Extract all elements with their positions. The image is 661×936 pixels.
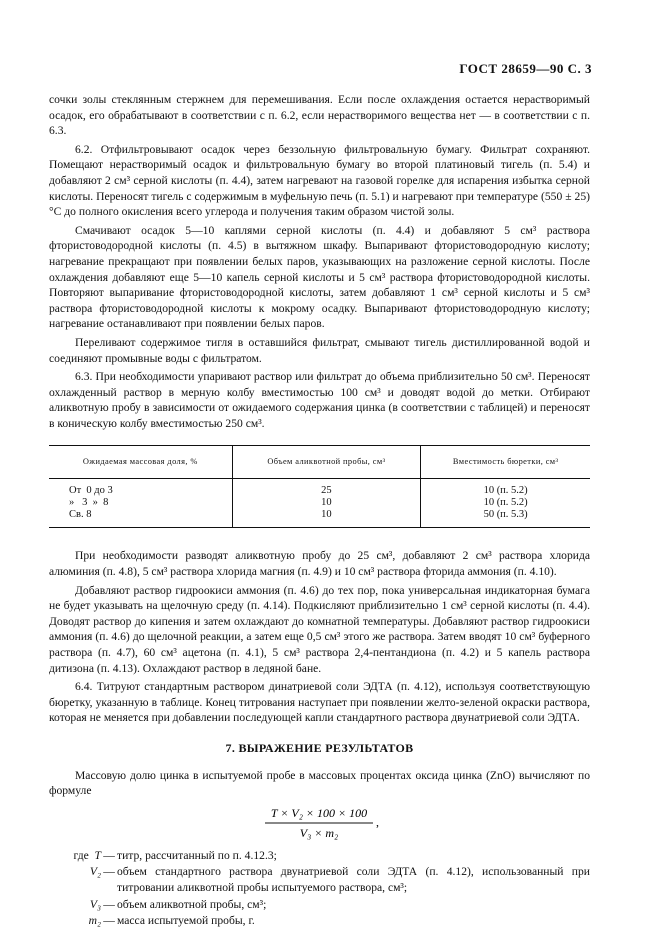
paragraph-6-3: 6.3. При необходимости упаривают раствор или фильтрат до объема приблизительно 50 см³. Переносят охлажденный раствор в мерную колбу вместимостью 100 см³ и доводят водой до метки. Отбирают аликвотную пробу в зависимости от ожидаемого содержания цинка (в соответствии с таблицей) и переносят в коническую колбу вместимостью 250 см³. xyxy=(49,370,590,430)
paragraph-6-2: 6.2. Отфильтровывают осадок через беззольную фильтровальную бумагу. Фильтрат сохраняют. Помещают нерастворимый осадок и фильтровальную бумагу во второй платиновый тигель (п. 5.4) и добавляют 2 см³ серной кислоты (п. 4.4), затем нагревают на газовой горелке для испарения избытка серной кислоты. Переносят тигель с содержимым в муфельную печь (п. 5.1) и нагревают при температуре (550 ± 25) °С до полного окисления всего углерода и получения таким образом чистой золы. xyxy=(49,142,590,219)
definition-text: объем аликвотной пробы, см³; xyxy=(117,897,267,911)
definition-symbol: V₂ xyxy=(89,865,101,879)
formula-denominator: V₃ × m₂ xyxy=(299,825,339,840)
section-title: 7. ВЫРАЖЕНИЕ РЕЗУЛЬТАТОВ xyxy=(225,741,414,755)
table-cell: » 3 » 8 xyxy=(69,497,109,509)
paragraph: Переливают содержимое тигля в оставшийся фильтрат, смывают тигель дистиллированной водой и соединяют промывные воды с фильтратом. xyxy=(49,335,590,365)
definition-prefix: где xyxy=(73,848,89,862)
definition-text: масса испытуемой пробы, г. xyxy=(117,914,255,928)
dash: — xyxy=(103,865,115,879)
table-cell: 25 xyxy=(232,479,421,498)
formula xyxy=(49,802,590,844)
paragraph: При необходимости разводят аликвотную пробу до 25 см³, добавляют 2 см³ раствора хлорида алюминия (п. 4.8), 5 см³ раствора хлорида магния (п. 4.9) и 10 см³ раствора фторида аммония (п. 4.10). xyxy=(49,549,590,579)
page-header: ГОСТ 28659—90 С. 3 xyxy=(459,61,592,76)
table-cell: 10 xyxy=(232,497,421,509)
paragraph: Добавляют раствор гидроокиси аммония (п. 4.6) до тех пор, пока универсальная индикаторная бумага не будет указывать на щелочную среду (п. 4.14). Подкисляют приблизительно 1 см³ серной кислоты (п. 4.4). Доводят раствор до кипения и затем охлаждают до комнатной температуры. Добавляют раствор гидроокиси аммония (п. 4.6) до щелочной реакции, а затем еще 0,5 см³ этого же раствора. Затем вводят 10 см³ буферного раствора (п. 4.7), 60 см³ ацетона (п. 4.1), 5 см³ раствора 2,4-пентандиона (п. 4.2) и 5 капель раствора дитизона (п. 4.13). Охлаждают раствор в ледяной бане. xyxy=(49,583,590,675)
definition-symbol-text: T xyxy=(94,848,101,862)
formula-trail: , xyxy=(376,814,379,829)
table-cell: 10 (п. 5.2) xyxy=(421,497,590,509)
table-header-cell: Вместимость бюретки, см³ xyxy=(421,446,590,479)
table-cell: 10 (п. 5.2) xyxy=(421,479,590,498)
definition-item xyxy=(49,897,590,913)
definition-item xyxy=(49,848,590,864)
paragraph: Массовую долю цинка в испытуемой пробе в массовых процентах оксида цинка (ZnO) вычисляют по формуле xyxy=(49,768,590,798)
definition-symbol: V₃ xyxy=(89,897,101,911)
definition-text: объем стандартного раствора двунатриевой соли ЭДТА (п. 4.12), использованный при титровании аликвотной пробы испытуемого раствора, см³; xyxy=(117,865,590,894)
table-header-cell: Объем аликвотной пробы, см³ xyxy=(232,446,421,479)
dash: — xyxy=(103,914,115,928)
table-header-cell: Ожидаемая массовая доля, % xyxy=(49,446,232,479)
table-row xyxy=(49,479,590,498)
formula-numerator: T × V₂ × 100 × 100 xyxy=(270,805,368,820)
definitions-list xyxy=(49,848,590,929)
table-row xyxy=(49,497,590,509)
table-cell: 10 xyxy=(232,509,421,528)
paragraph: Смачивают осадок 5—10 каплями серной кислоты (п. 4.4) и добавляют 5 см³ раствора фтористоводородной кислоты (п. 4.5) в вытяжном шкафу. Выпаривают фтористоводородную кислоту; нагревание прекращают при появлении белых паров, указывающих на разложение серной кислоты. После охлаждения добавляют еще 5—10 капель серной кислоты и 5 см³ раствора фтористоводородной кислоты. Повторяют выпаривание фтористоводородной кислоты, затем добавляют 1 см³ серной кислоты и 5 см³ раствора фтористоводородной кислоты к мокрому осадку. Выпаривают фтористоводородную кислоту; нагревание останавливают при появлении белых паров. xyxy=(49,223,590,331)
definition-symbol xyxy=(49,848,101,864)
aliquot-table xyxy=(49,445,590,528)
table-row xyxy=(49,509,590,528)
definition-item xyxy=(49,913,590,929)
definition-symbol: m₂ xyxy=(88,914,101,928)
table-cell: 50 (п. 5.3) xyxy=(421,509,590,528)
dash: — xyxy=(103,848,115,862)
paragraph: сочки золы стеклянным стержнем для перемешивания. Если после охлаждения остается нерастворимый осадок, его обрабатывают в соответствии с п. 6.2, если нерастворимого вещества нет — в соответствии с п. 6.3. xyxy=(49,93,590,138)
formula-graphic xyxy=(49,802,590,844)
paragraph-6-4: 6.4. Титруют стандартным раствором динатриевой соли ЭДТА (п. 4.12), используя соответствующую бюретку, указанную в таблице. Конец титрования наступает при появлении желто-зеленой окраски раствора, которая не меняется при добавлении последующей капли стандартного раствора двунатриевой соли ЭДТА. xyxy=(49,680,590,725)
definition-text: титр, рассчитанный по п. 4.12.3; xyxy=(117,848,277,862)
document-body xyxy=(49,92,590,930)
dash: — xyxy=(103,897,115,911)
definition-item xyxy=(49,864,590,895)
table-cell: От 0 до 3 xyxy=(69,485,113,497)
table-cell: Св. 8 xyxy=(49,509,232,528)
